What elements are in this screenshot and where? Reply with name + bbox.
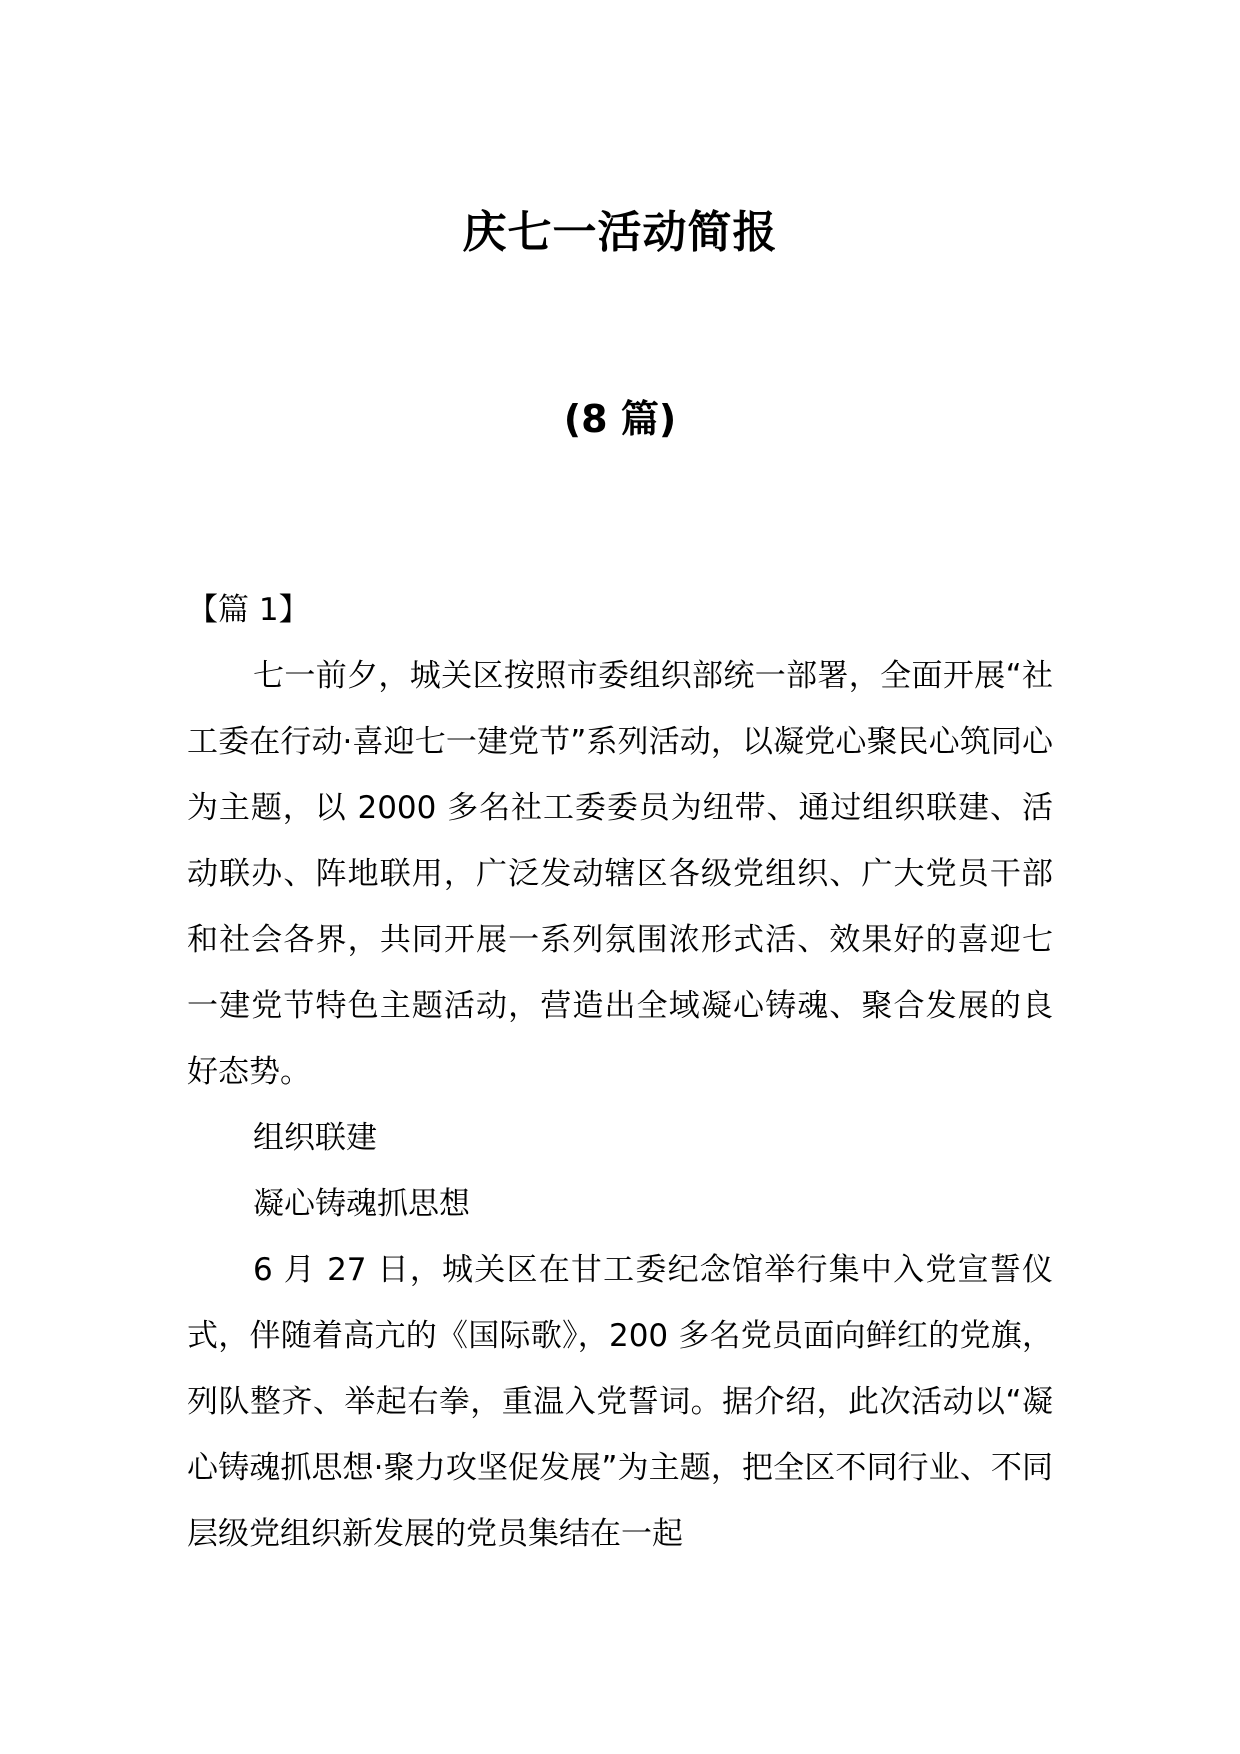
document-body bbox=[187, 577, 1053, 1567]
subheading-thought: 凝心铸魂抓思想 bbox=[253, 1186, 470, 1222]
document-title: 庆七一活动简报 bbox=[462, 207, 778, 258]
paragraph-oath-ceremony: 6 月 27 日，城关区在甘工委纪念馆举行集中入党宣誓仪式，伴随着高亢的《国际歌》，200 多名党员面向鲜红的党旗，列队整齐、举起右拳，重温入党誓词。据介绍，此次活动以“凝心铸魂抓思想·聚力攻坚促发展”为主题，把全区不同行业、不同层级党组织新发展的党员集结在一起 bbox=[187, 1252, 1053, 1552]
document-subtitle: (8 篇) bbox=[563, 397, 677, 441]
subheading-organization: 组织联建 bbox=[253, 1120, 377, 1156]
section-label: 【篇 1】 bbox=[187, 592, 310, 628]
paragraph-intro: 七一前夕，城关区按照市委组织部统一部署，全面开展“社工委在行动·喜迎七一建党节”系列活动，以凝党心聚民心筑同心为主题，以 2000 多名社工委委员为纽带、通过组织联建、活动联办、阵地联用，广泛发动辖区各级党组织、广大党员干部和社会各界，共同开展一系列氛围浓形式活、效果好的喜迎七一建党节特色主题活动，营造出全域凝心铸魂、聚合发展的良好态势。 bbox=[187, 658, 1053, 1090]
